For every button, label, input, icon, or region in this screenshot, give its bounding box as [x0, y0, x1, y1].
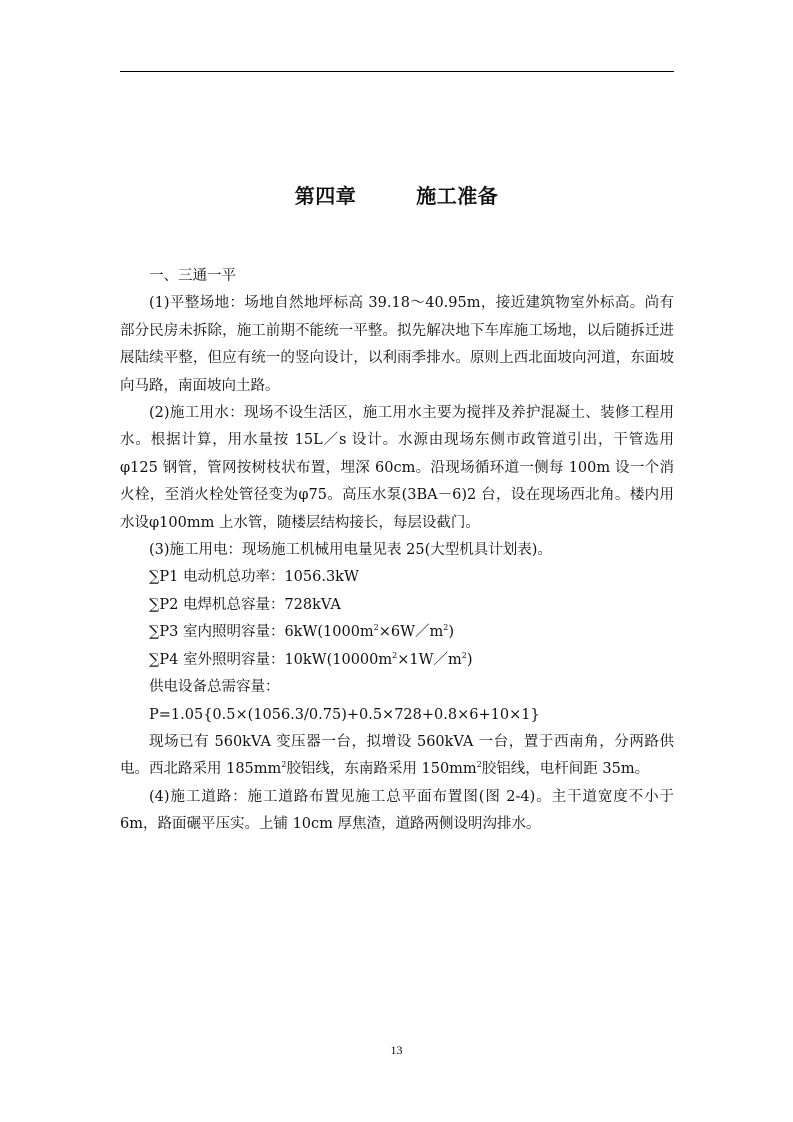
chapter-title	[0, 180, 793, 209]
body-text	[120, 263, 674, 839]
paragraph-transformer: 现场已有 560kVA 变压器一台，拟增设 560kVA 一台，置于西南角，分两路供电。西北路采用 $185mm^2$胶铝线，东南路采用 $150mm^2$胶铝线，电杆间距 35m。	[120, 733, 674, 778]
sum-p1-line: ∑P1 电动机总功率：1056.3kW	[149, 569, 359, 586]
supply-label: 供电设备总需容量：	[149, 679, 280, 696]
sum-p3-line: ∑P3 室内照明容量：$6kW(1000m^2\times 6W/m^2)$	[149, 623, 455, 641]
paragraph-construction-road: (4)施工道路：施工道路布置见施工总平面布置图(图 2-4)。主干道宽度不小于 6m，路面碾平压实。上铺 10cm 厚焦渣，道路两侧设明沟排水。	[120, 788, 674, 833]
section-heading: 一、三通一平	[149, 268, 236, 284]
paragraph-site-leveling: (1)平整场地：场地自然地坪标高 39.18～40.95m，接近建筑物室外标高。尚有部分民房未拆除，施工前期不能统一平整。拟先解决地下车库施工场地，以后随拆迁进展陆续平整，但应有统一的竖向设计，以利雨季排水。原则上西北面坡向河道，东面坡向马路，南面坡向土路。	[120, 295, 674, 394]
chapter-name: 施工准备	[416, 184, 499, 208]
header-rule	[120, 71, 674, 72]
chapter-number: 第四章	[294, 184, 357, 208]
sum-p4-line: ∑P4 室外照明容量：$10kW(10000m^2\times 1W/m^2)$	[149, 650, 473, 668]
paragraph-construction-water: (2)施工用水：现场不设生活区，施工用水主要为搅拌及养护混凝土、装修工程用水。根据计算，用水量按 15L／s 设计。水源由现场东侧市政管道引出，干管选用φ125 钢管，管网按树枝状布置，埋深 60cm。沿现场循环道一侧每 100m 设一个消火栓，至消火栓处管径变为φ75。高压水泵(3BA－6)2 台，设在现场西北角。楼内用水设φ100mm 上水管，随楼层结构接长，每层设截门。	[120, 405, 674, 531]
paragraph-construction-power: (3)施工用电：现场施工机械用电量见表 25(大型机具计划表)。	[149, 542, 552, 559]
page-number: 13	[390, 1043, 403, 1057]
sum-p2-line: ∑P2 电焊机总容量：728kVA	[149, 596, 341, 613]
power-formula: P=1.05{0.5×(1056.3/0.75)+0.5×728+0.8×6+10×1}	[149, 706, 540, 723]
